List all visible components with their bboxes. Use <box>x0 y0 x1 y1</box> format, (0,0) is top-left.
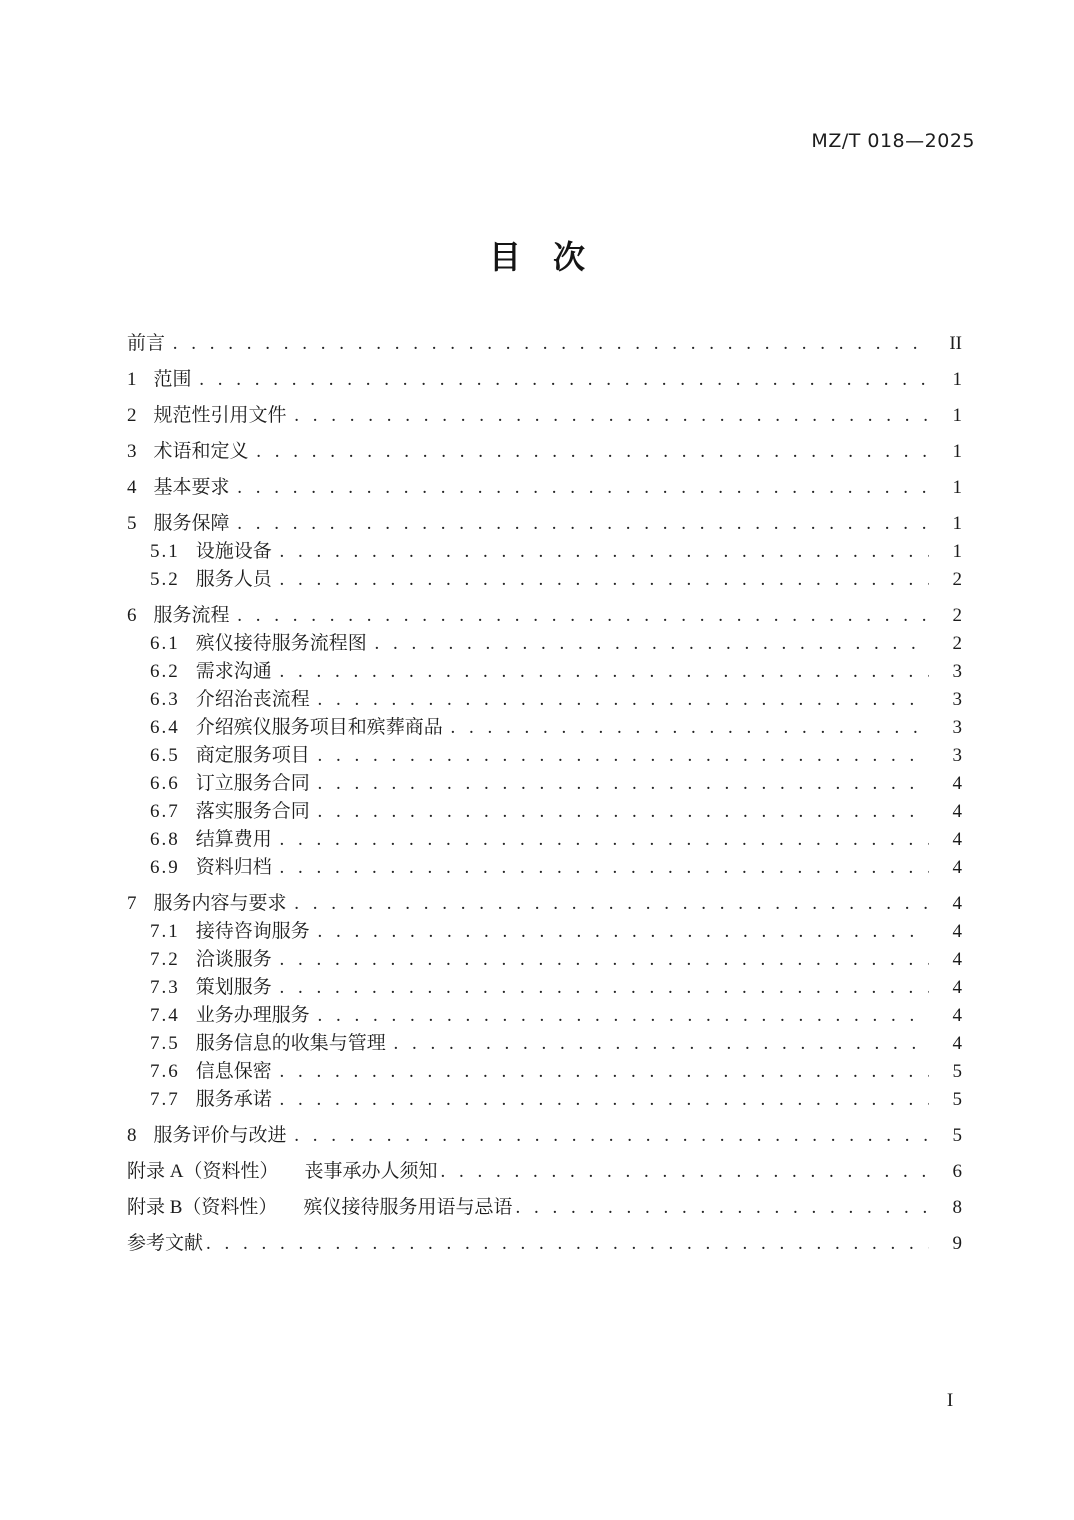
toc-entry-page: 4 <box>952 949 962 970</box>
toc-entry-page: 5 <box>952 1089 962 1110</box>
toc-entry-label: 策划服务 <box>195 977 277 998</box>
toc-entry <box>127 1058 962 1086</box>
toc-entry-page: 2 <box>952 633 962 654</box>
toc-entry <box>127 1086 962 1114</box>
toc-entry-number: 7.6 <box>150 1061 180 1082</box>
toc-leader-dots <box>515 1194 929 1222</box>
toc-leader-dots <box>280 658 929 686</box>
toc-entry <box>127 1122 962 1150</box>
toc-entry <box>127 1230 962 1258</box>
toc-entry <box>127 1002 962 1030</box>
toc-entry <box>127 742 962 770</box>
toc-entry-number: 6.5 <box>150 745 180 766</box>
toc-entry-label: 需求沟通 <box>195 661 277 682</box>
toc-entry-label: 丧事承办人须知 <box>304 1161 438 1182</box>
toc-list <box>127 330 962 1258</box>
page-number: I <box>946 1390 954 1411</box>
toc-leader-dots <box>394 1030 929 1058</box>
toc-entry-page: 1 <box>952 405 962 426</box>
toc-entry-number: 6.8 <box>150 829 180 850</box>
toc-leader-dots <box>294 1122 929 1150</box>
toc-leader-dots <box>280 566 929 594</box>
toc-entry-label: 参考文献 <box>127 1233 204 1254</box>
toc-entry-label: 洽谈服务 <box>195 949 277 970</box>
toc-entry <box>127 890 962 918</box>
toc-entry <box>127 798 962 826</box>
toc-entry-label: 服务信息的收集与管理 <box>195 1033 391 1054</box>
toc-entry-number: 7.7 <box>150 1089 180 1110</box>
toc-entry-number: 6.3 <box>150 689 180 710</box>
toc-leader-dots <box>294 402 929 430</box>
toc-entry-page: II <box>949 333 962 354</box>
toc-entry-label: 殡仪接待服务用语与忌语 <box>303 1197 513 1218</box>
toc-entry <box>127 1158 962 1186</box>
toc-entry-number: 7.5 <box>150 1033 180 1054</box>
toc-entry-number: 5 <box>127 513 137 534</box>
toc-entry-number: 6.6 <box>150 773 180 794</box>
toc-entry-number: 7.2 <box>150 949 180 970</box>
toc-entry-label: 规范性引用文件 <box>153 405 292 426</box>
toc-entry-label: 介绍治丧流程 <box>195 689 315 710</box>
toc-leader-dots <box>199 366 929 394</box>
toc-entry-number: 6.2 <box>150 661 180 682</box>
toc-entry <box>127 770 962 798</box>
toc-entry-label: 殡仪接待服务流程图 <box>195 633 372 654</box>
toc-entry-label: 服务承诺 <box>195 1089 277 1110</box>
doc-number: MZ/T 018—2025 <box>811 130 975 152</box>
toc-entry-number: 4 <box>127 477 137 498</box>
toc-entry <box>127 714 962 742</box>
toc-entry-label: 服务人员 <box>195 569 277 590</box>
toc-entry <box>127 566 962 594</box>
toc-entry-number: 6.9 <box>150 857 180 878</box>
toc-entry-page: 1 <box>952 369 962 390</box>
toc-entry-page: 4 <box>952 921 962 942</box>
toc-entry-number: 6 <box>127 605 137 626</box>
toc-entry <box>127 438 962 466</box>
toc-entry-number: 6.4 <box>150 717 180 738</box>
toc-entry-label: 范围 <box>153 369 197 390</box>
toc-leader-dots <box>237 474 929 502</box>
toc-entry-page: 4 <box>952 801 962 822</box>
toc-entry-label: 落实服务合同 <box>195 801 315 822</box>
toc-entry <box>127 402 962 430</box>
toc-entry-page: 4 <box>952 829 962 850</box>
toc-entry-number: 7 <box>127 893 137 914</box>
toc-entry-label: 服务评价与改进 <box>153 1125 292 1146</box>
toc-entry-number: 5.1 <box>150 541 180 562</box>
toc-entry-page: 2 <box>952 605 962 626</box>
toc-leader-dots <box>294 890 929 918</box>
toc-leader-dots <box>280 854 929 882</box>
toc-entry <box>127 974 962 1002</box>
toc-entry-page: 9 <box>952 1233 962 1254</box>
toc-entry-page: 8 <box>952 1197 962 1218</box>
toc-leader-dots <box>451 714 929 742</box>
toc-leader-dots <box>375 630 929 658</box>
toc-entry-page: 3 <box>952 661 962 682</box>
toc-entry-page: 3 <box>952 745 962 766</box>
toc-entry <box>127 946 962 974</box>
toc-entry-number: 3 <box>127 441 137 462</box>
toc-entry <box>127 1194 962 1222</box>
toc-entry-label: 服务内容与要求 <box>153 893 292 914</box>
toc-entry-label: 服务流程 <box>153 605 235 626</box>
toc-entry-page: 1 <box>952 541 962 562</box>
toc-entry-number: 7.1 <box>150 921 180 942</box>
toc-entry-number: 5.2 <box>150 569 180 590</box>
toc-entry-page: 3 <box>952 717 962 738</box>
toc-entry-page: 4 <box>952 1033 962 1054</box>
toc-leader-dots <box>318 686 929 714</box>
toc-entry-page: 6 <box>952 1161 962 1182</box>
toc-leader-dots <box>280 1058 929 1086</box>
toc-entry <box>127 510 962 538</box>
toc-entry <box>127 602 962 630</box>
toc-leader-dots <box>318 798 929 826</box>
toc-leader-dots <box>280 1086 929 1114</box>
toc-entry <box>127 474 962 502</box>
toc-leader-dots <box>173 330 929 358</box>
toc-entry-label: 前言 <box>127 333 170 354</box>
toc-entry-number: 附录 B（资料性） <box>127 1197 278 1218</box>
toc-entry <box>127 826 962 854</box>
toc-entry-label: 设施设备 <box>195 541 277 562</box>
toc-leader-dots <box>441 1158 930 1186</box>
toc-entry-page: 4 <box>952 977 962 998</box>
toc-entry-label: 订立服务合同 <box>195 773 315 794</box>
toc-entry-number: 1 <box>127 369 137 390</box>
toc-leader-dots <box>237 602 929 630</box>
toc-entry-page: 4 <box>952 1005 962 1026</box>
toc-entry-page: 1 <box>952 477 962 498</box>
toc-leader-dots <box>318 770 929 798</box>
toc-leader-dots <box>318 742 929 770</box>
toc-entry-page: 4 <box>952 893 962 914</box>
toc-entry <box>127 686 962 714</box>
toc-entry-label: 基本要求 <box>153 477 235 498</box>
toc-entry <box>127 1030 962 1058</box>
toc-entry-label: 介绍殡仪服务项目和殡葬商品 <box>195 717 448 738</box>
toc-entry-page: 4 <box>952 773 962 794</box>
toc-leader-dots <box>256 438 929 466</box>
toc-leader-dots <box>237 510 929 538</box>
toc-entry-label: 结算费用 <box>195 829 277 850</box>
toc-leader-dots <box>280 946 929 974</box>
toc-entry-label: 信息保密 <box>195 1061 277 1082</box>
toc-entry-number: 6.1 <box>150 633 180 654</box>
toc-leader-dots <box>280 538 929 566</box>
toc-entry-number: 7.3 <box>150 977 180 998</box>
toc-entry-number: 7.4 <box>150 1005 180 1026</box>
toc-leader-dots <box>280 826 929 854</box>
toc-entry <box>127 630 962 658</box>
toc-entry <box>127 854 962 882</box>
toc-entry <box>127 658 962 686</box>
toc-entry-label: 资料归档 <box>195 857 277 878</box>
toc-leader-dots <box>280 974 929 1002</box>
toc-entry <box>127 538 962 566</box>
toc-entry-page: 3 <box>952 689 962 710</box>
toc-entry <box>127 918 962 946</box>
toc-entry-number: 2 <box>127 405 137 426</box>
toc-entry <box>127 330 962 358</box>
toc-leader-dots <box>318 1002 929 1030</box>
toc-entry-label: 服务保障 <box>153 513 235 534</box>
toc-entry <box>127 366 962 394</box>
page-title: 目 次 <box>488 238 585 276</box>
toc-entry-label: 业务办理服务 <box>195 1005 315 1026</box>
toc-leader-dots <box>206 1230 929 1258</box>
toc-entry-page: 4 <box>952 857 962 878</box>
toc-entry-label: 术语和定义 <box>153 441 254 462</box>
toc-entry-page: 1 <box>952 441 962 462</box>
toc-entry-label: 商定服务项目 <box>195 745 315 766</box>
toc-leader-dots <box>318 918 929 946</box>
toc-entry-label: 接待咨询服务 <box>195 921 315 942</box>
toc-entry-number: 8 <box>127 1125 137 1146</box>
toc-entry-page: 5 <box>952 1061 962 1082</box>
toc-entry-page: 1 <box>952 513 962 534</box>
toc-entry-number: 6.7 <box>150 801 180 822</box>
toc-entry-number: 附录 A（资料性） <box>127 1161 279 1182</box>
toc-entry-page: 2 <box>952 569 962 590</box>
toc-entry-page: 5 <box>952 1125 962 1146</box>
